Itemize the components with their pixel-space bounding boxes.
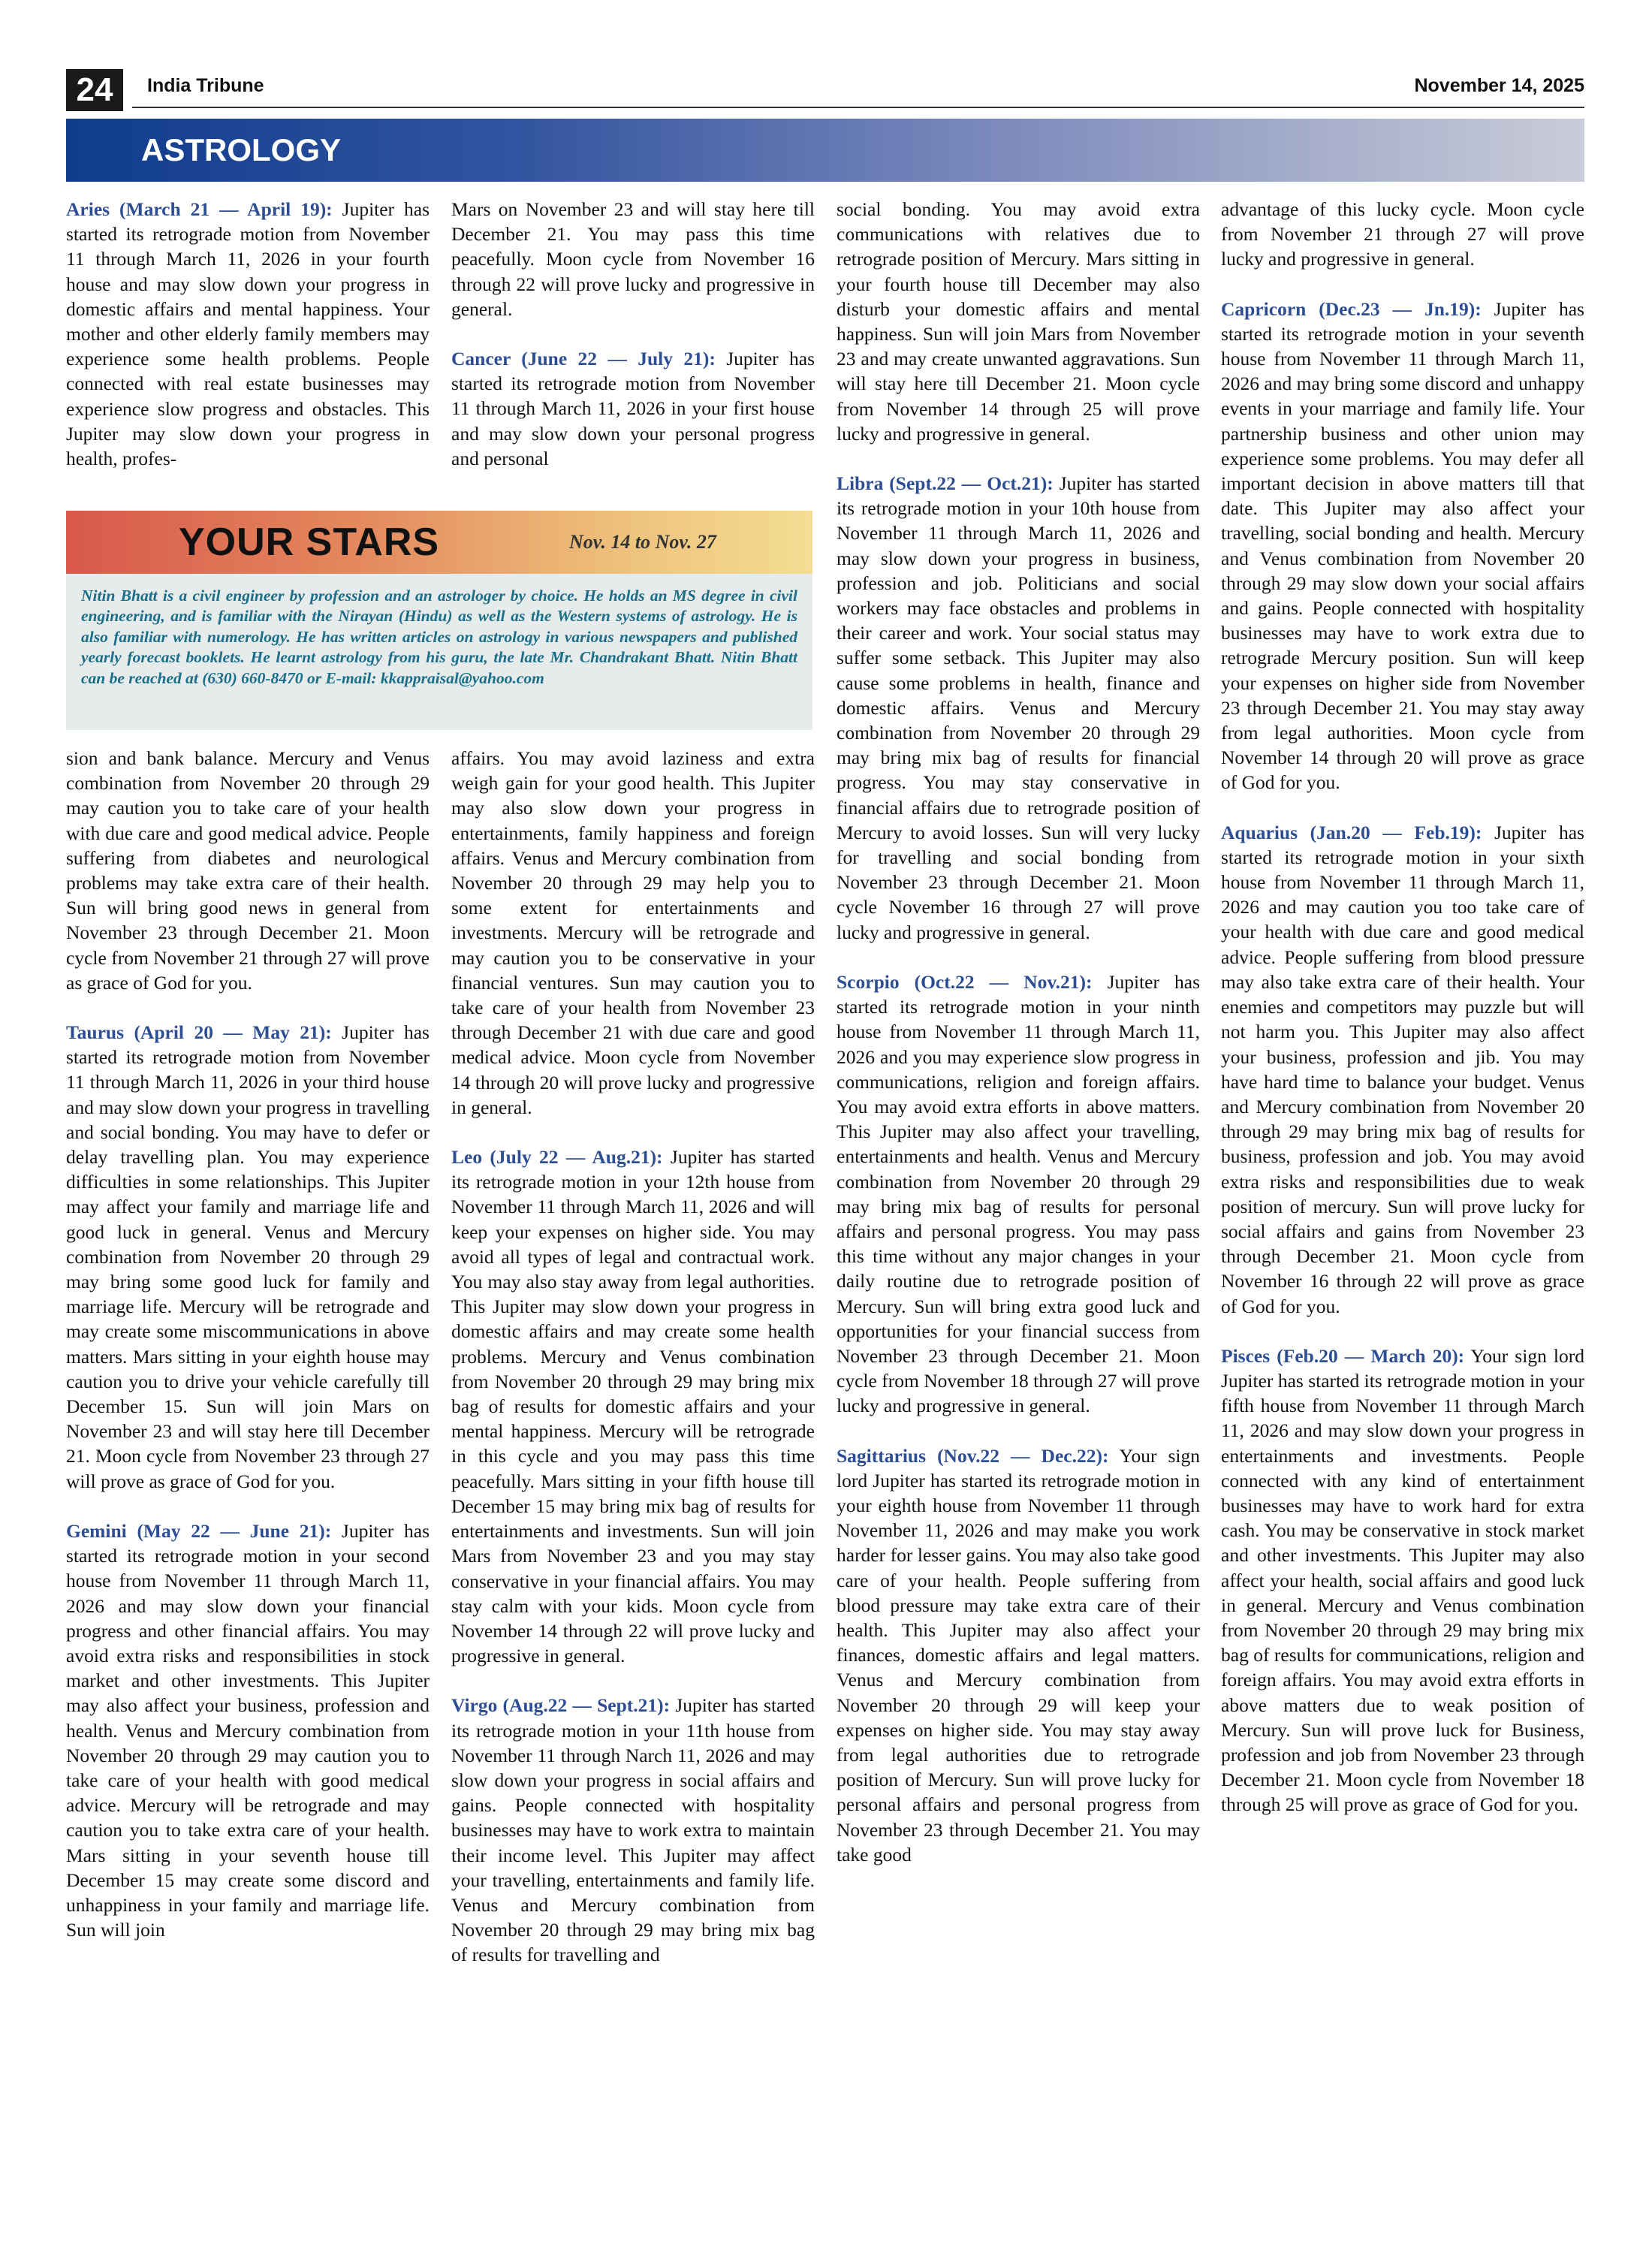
forecast-text: advantage of this lucky cycle. Moon cycle from November 21 through 27 will prove lucky and progressive in general. xyxy=(1221,198,1584,270)
horoscope-entry xyxy=(1221,297,1584,795)
horoscope-continuation xyxy=(66,746,430,995)
section-banner xyxy=(66,119,1584,182)
column-4 xyxy=(1221,197,1584,1817)
horoscope-entry xyxy=(451,1693,815,1967)
horoscope-continuation xyxy=(451,197,815,321)
issue-date: November 14, 2025 xyxy=(1414,75,1584,96)
horoscope-entry xyxy=(451,1145,815,1668)
your-stars-header xyxy=(66,511,812,574)
forecast-dates: Nov. 14 to Nov. 27 xyxy=(569,531,716,553)
forecast-text: Jupiter has started its retrograde motion in your 10th house from November 11 through March 11, 2026 and may slow down your progress in business, profession and job. Politicians and social workers may face obstacles and problems in their career and work. Your social status may suffer some setback. This Jupiter may also cause some problems in health, finance and domestic affairs. Venus and Mercury combination from November 20 through 29 may bring mix bag of results for financial progress. You may stay conservative in financial affairs due to retrograde position of Mercury to avoid losses. Sun will very lucky for travelling and social bonding from November 23 through December 21. Moon cycle November 16 through 27 will prove lucky and progressive in general. xyxy=(837,472,1200,943)
header-rule xyxy=(132,107,1584,108)
horoscope-entry xyxy=(66,1020,430,1494)
forecast-text: Jupiter has started its retrograde motion from November 11 through March 11, 2026 in your fourth house and may slow down your progress in domestic affairs and mental happiness. Your mother and other elderly family members may experience some health problems. People connected with real estate businesses may experience slow progress and obstacles. This Jupiter may slow down your progress in health, profes- xyxy=(66,198,430,470)
column-3 xyxy=(837,197,1200,1867)
your-stars-title: YOUR STARS xyxy=(179,520,440,564)
horoscope-entry xyxy=(451,346,815,471)
page-header xyxy=(66,69,1584,111)
forecast-text: Jupiter has started its retrograde motion in your seventh house from November 11 through March 11, 2026 and may bring some discord and unhappy events in your marriage and family life. Your partnership business and other union may experience some problems. You may defer all important decision in above matters till that date. This Jupiter may also affect your travelling, social bonding and health. Mercury and Venus combination from November 20 through 29 may slow down your social affairs and gains. People connected with hospitality businesses may have to work extra due to retrograde Mercury position. Sun will keep your expenses on higher side from November 23 through December 21. You may stay away from legal authorities. Moon cycle from November 14 through 20 will prove as grace of God for you. xyxy=(1221,297,1584,794)
horoscope-continuation xyxy=(837,197,1200,446)
column-2-top xyxy=(451,197,815,471)
sign-heading: Virgo (Aug.22 — Sept.21): xyxy=(451,1694,671,1717)
forecast-text: Your sign lord Jupiter has started its retrograde motion in your fifth house from November 11 through March 11, 2026 and may slow down your progress in entertainments and investments. People connected with any kind of entertainment businesses may have to work hard for extra cash. You may be conservative in stock market and other investments. This Jupiter may also affect your health, social affairs and good luck in general. Mercury and Venus combination from November 20 through 29 may bring mix bag of results for communications, religion and foreign affairs. You may avoid extra efforts in above matters due to weak position of Mercury. Sun will prove luck for Business, profession and job from November 23 through December 21. Moon cycle from November 18 through 25 will prove as grace of God for you. xyxy=(1221,1344,1585,1816)
forecast-text: affairs. You may avoid laziness and extra weigh gain for your good health. This Jupiter may also slow down your progress in entertainments, family happiness and foreign affairs. Venus and Mercury combination from November 20 through 29 may help you to some extent for entertainments and investments. Mercury will be retrograde and may caution you to be conservative in your financial ventures. Sun may caution you to take care of your health from November 23 through December 21 with due care and good medical advice. Moon cycle from November 14 through 20 will prove lucky and progressive in general. xyxy=(451,747,815,1118)
horoscope-entry xyxy=(837,970,1200,1419)
forecast-text: sion and bank balance. Mercury and Venus combination from November 20 through 29 may caution you to take care of your health with due care and good medical advice. People suffering from diabetes and neurological problems may take extra care of their health. Sun will bring good news in general from November 23 through December 21. Moon cycle from November 21 through 27 will prove as grace of God for you. xyxy=(66,747,430,994)
horoscope-continuation xyxy=(451,746,815,1120)
horoscope-continuation xyxy=(1221,197,1584,272)
forecast-text: social bonding. You may avoid extra communications with relatives due to retrograde position of Mercury. Mars sitting in your fourth house till December may also disturb your domestic affairs and mental happiness. Sun will join Mars from November 23 and may create unwanted aggravations. Sun will stay here till December 21. Moon cycle from November 14 through 25 will prove lucky and progressive in general. xyxy=(837,198,1200,445)
horoscope-entry xyxy=(1221,820,1584,1319)
forecast-text: Jupiter has started its retrograde motion in your sixth house from November 11 through March 11, 2026 and may caution you too take care of your health with due care and good medical advice. People suffering from blood pressure may also take extra care of their health. Your enemies and competitors may puzzle but will not harm you. This Jupiter may also affect your business, profession and jib. You may have hard time to balance your budget. Venus and Mercury combination from November 20 through 29 may bring mix bag of results for business, profession and job. You may avoid extra risks and responsibilities due to weak position of mercury. Sun will prove lucky for social affairs and gains from November 23 through December 21. Moon cycle from November 16 through 22 will prove as grace of God for you. xyxy=(1221,821,1584,1317)
page-number: 24 xyxy=(66,69,123,111)
forecast-text: Jupiter has started its retrograde motion in your ninth house from November 11 through March 11, 2026 and you may experience slow progress in communications, religion and foreign affairs. You may avoid extra efforts in above matters. This Jupiter may also affect your travelling, entertainments and health. Venus and Mercury combination from November 20 through 29 may bring mix bag of results for personal affairs and personal progress. You may pass this time without any major changes in your daily routine due to retrograde position of Mercury. Sun will bring extra good luck and opportunities for your financial success from November 23 through December 21. Moon cycle from November 18 through 27 will prove lucky and progressive in general. xyxy=(837,970,1200,1417)
forecast-text: Jupiter has started its retrograde motion in your 11th house from November 11 through Narch 11, 2026 and may slow down your progress in social affairs and gains. People connected with hospitality businesses may have to work extra to maintain their income level. This Jupiter may affect your travelling, entertainments and family life. Venus and Mercury combination from November 20 through 29 may bring mix bag of results for travelling and xyxy=(451,1694,815,1966)
sign-heading: Sagittarius (Nov.22 — Dec.22): xyxy=(837,1444,1109,1467)
your-stars-box xyxy=(66,511,812,730)
forecast-text: Jupiter has started its retrograde motion in your 12th house from November 11 through March 11, 2026 and will keep your expenses on higher side. You may avoid all types of legal and contractual work. You may also stay away from legal authorities. This Jupiter may slow down your progress in domestic affairs and may create some health problems. Mercury and Venus combination from November 20 through 29 may bring mix bag of results for domestic affairs and your mental happiness. Mercury will be retrograde in this cycle and you may pass this time peacefully. Mars sitting in your fifth house till December 15 may bring mix bag of results for entertainments and investments. Sun will join Mars from November 23 and you may stay conservative in your financial affairs. You may stay calm with your kids. Moon cycle from November 14 through 22 will prove lucky and progressive in general. xyxy=(451,1146,815,1667)
sign-heading: Capricorn (Dec.23 — Jn.19): xyxy=(1221,297,1482,320)
sign-heading: Pisces (Feb.20 — March 20): xyxy=(1221,1344,1465,1367)
sign-heading: Aquarius (Jan.20 — Feb.19): xyxy=(1221,821,1482,843)
sign-heading: Leo (July 22 — Aug.21): xyxy=(451,1146,663,1169)
horoscope-entry xyxy=(66,197,430,471)
sign-heading: Aries (March 21 — April 19): xyxy=(66,198,333,220)
sign-heading: Libra (Sept.22 — Oct.21): xyxy=(837,472,1054,495)
horoscope-entry xyxy=(66,1519,430,1942)
horoscope-entry xyxy=(1221,1344,1584,1817)
column-2-bottom xyxy=(451,746,815,1968)
horoscope-entry xyxy=(837,1443,1200,1867)
section-title: ASTROLOGY xyxy=(141,132,342,167)
forecast-text: Mars on November 23 and will stay here till December 21. You may pass this time peacefully. Moon cycle from November 16 through 22 will prove lucky and progressive in general. xyxy=(451,198,815,320)
sign-heading: Cancer (June 22 — July 21): xyxy=(451,348,716,370)
sign-heading: Scorpio (Oct.22 — Nov.21): xyxy=(837,970,1093,993)
forecast-text: Jupiter has started its retrograde motion in your second house from November 11 through March 11, 2026 and may slow down your financial progress and other financial affairs. You may avoid extra risks and responsibilities in stock market and other investments. This Jupiter may also affect your business, profession and health. Venus and Mercury combination from November 20 through 29 may caution you to take care of your health with good medical advice. Mercury will be retrograde and may caution you to take extra care of your health. Mars sitting in your seventh house till December 15 may create some discord and unhappiness in your family and marriage life. Sun will join xyxy=(66,1519,430,1941)
forecast-text: Jupiter has started its retrograde motion from November 11 through March 11, 2026 in your third house and may slow down your progress in travelling and social bonding. You may have to defer or delay travelling plan. You may experience difficulties in some relationships. This Jupiter may affect your family and marriage life and good luck in general. Venus and Mercury combination from November 20 through 29 may bring some good luck for family and marriage life. Mercury will be retrograde and may create some miscommunications in above matters. Mars sitting in your eighth house may caution you to drive your vehicle carefully till December 15. Sun will join Mars on November 23 and will stay here till December 21. Moon cycle from November 23 through 27 will prove as grace of God for you. xyxy=(66,1021,430,1492)
publication-name: India Tribune xyxy=(147,75,264,96)
sign-heading: Gemini (May 22 — June 21): xyxy=(66,1519,332,1542)
sign-heading: Taurus (April 20 — May 21): xyxy=(66,1021,332,1044)
horoscope-entry xyxy=(837,471,1200,945)
author-bio: Nitin Bhatt is a civil engineer by profession and an astrologer by choice. He holds an MS degree in civil engineering, and is familiar with the Nirayan (Hindu) as well as the Western systems of astrology. He is also familiar with numerology. He has written articles on astrology in various newspapers and published yearly forecast booklets. He learnt astrology from his guru, the late Mr. Chandrakant Bhatt. Nitin Bhatt can be reached at (630) 660-8470 or E-mail: kkappraisal@yahoo.com xyxy=(81,587,797,687)
forecast-text: Your sign lord Jupiter has started its retrograde motion in your eighth house from November 11 through November 11, 2026 and may make you work harder for lesser gains. You may also take good care of your health. People suffering from blood pressure may take extra care of their health. This Jupiter may also affect your finances, domestic affairs and legal matters. Venus and Mercury combination from November 20 through 29 will keep your expenses on higher side. You may stay away from legal authorities due to retrograde position of Mercury. Sun will prove lucky for personal affairs and personal progress from November 23 through December 21. You may take good xyxy=(837,1444,1200,1865)
column-1-bottom xyxy=(66,746,430,1942)
column-1-top xyxy=(66,197,430,471)
forecast-text: Jupiter has started its retrograde motion from November 11 through March 11, 2026 in your first house and may slow down your personal progress and personal xyxy=(451,348,815,469)
